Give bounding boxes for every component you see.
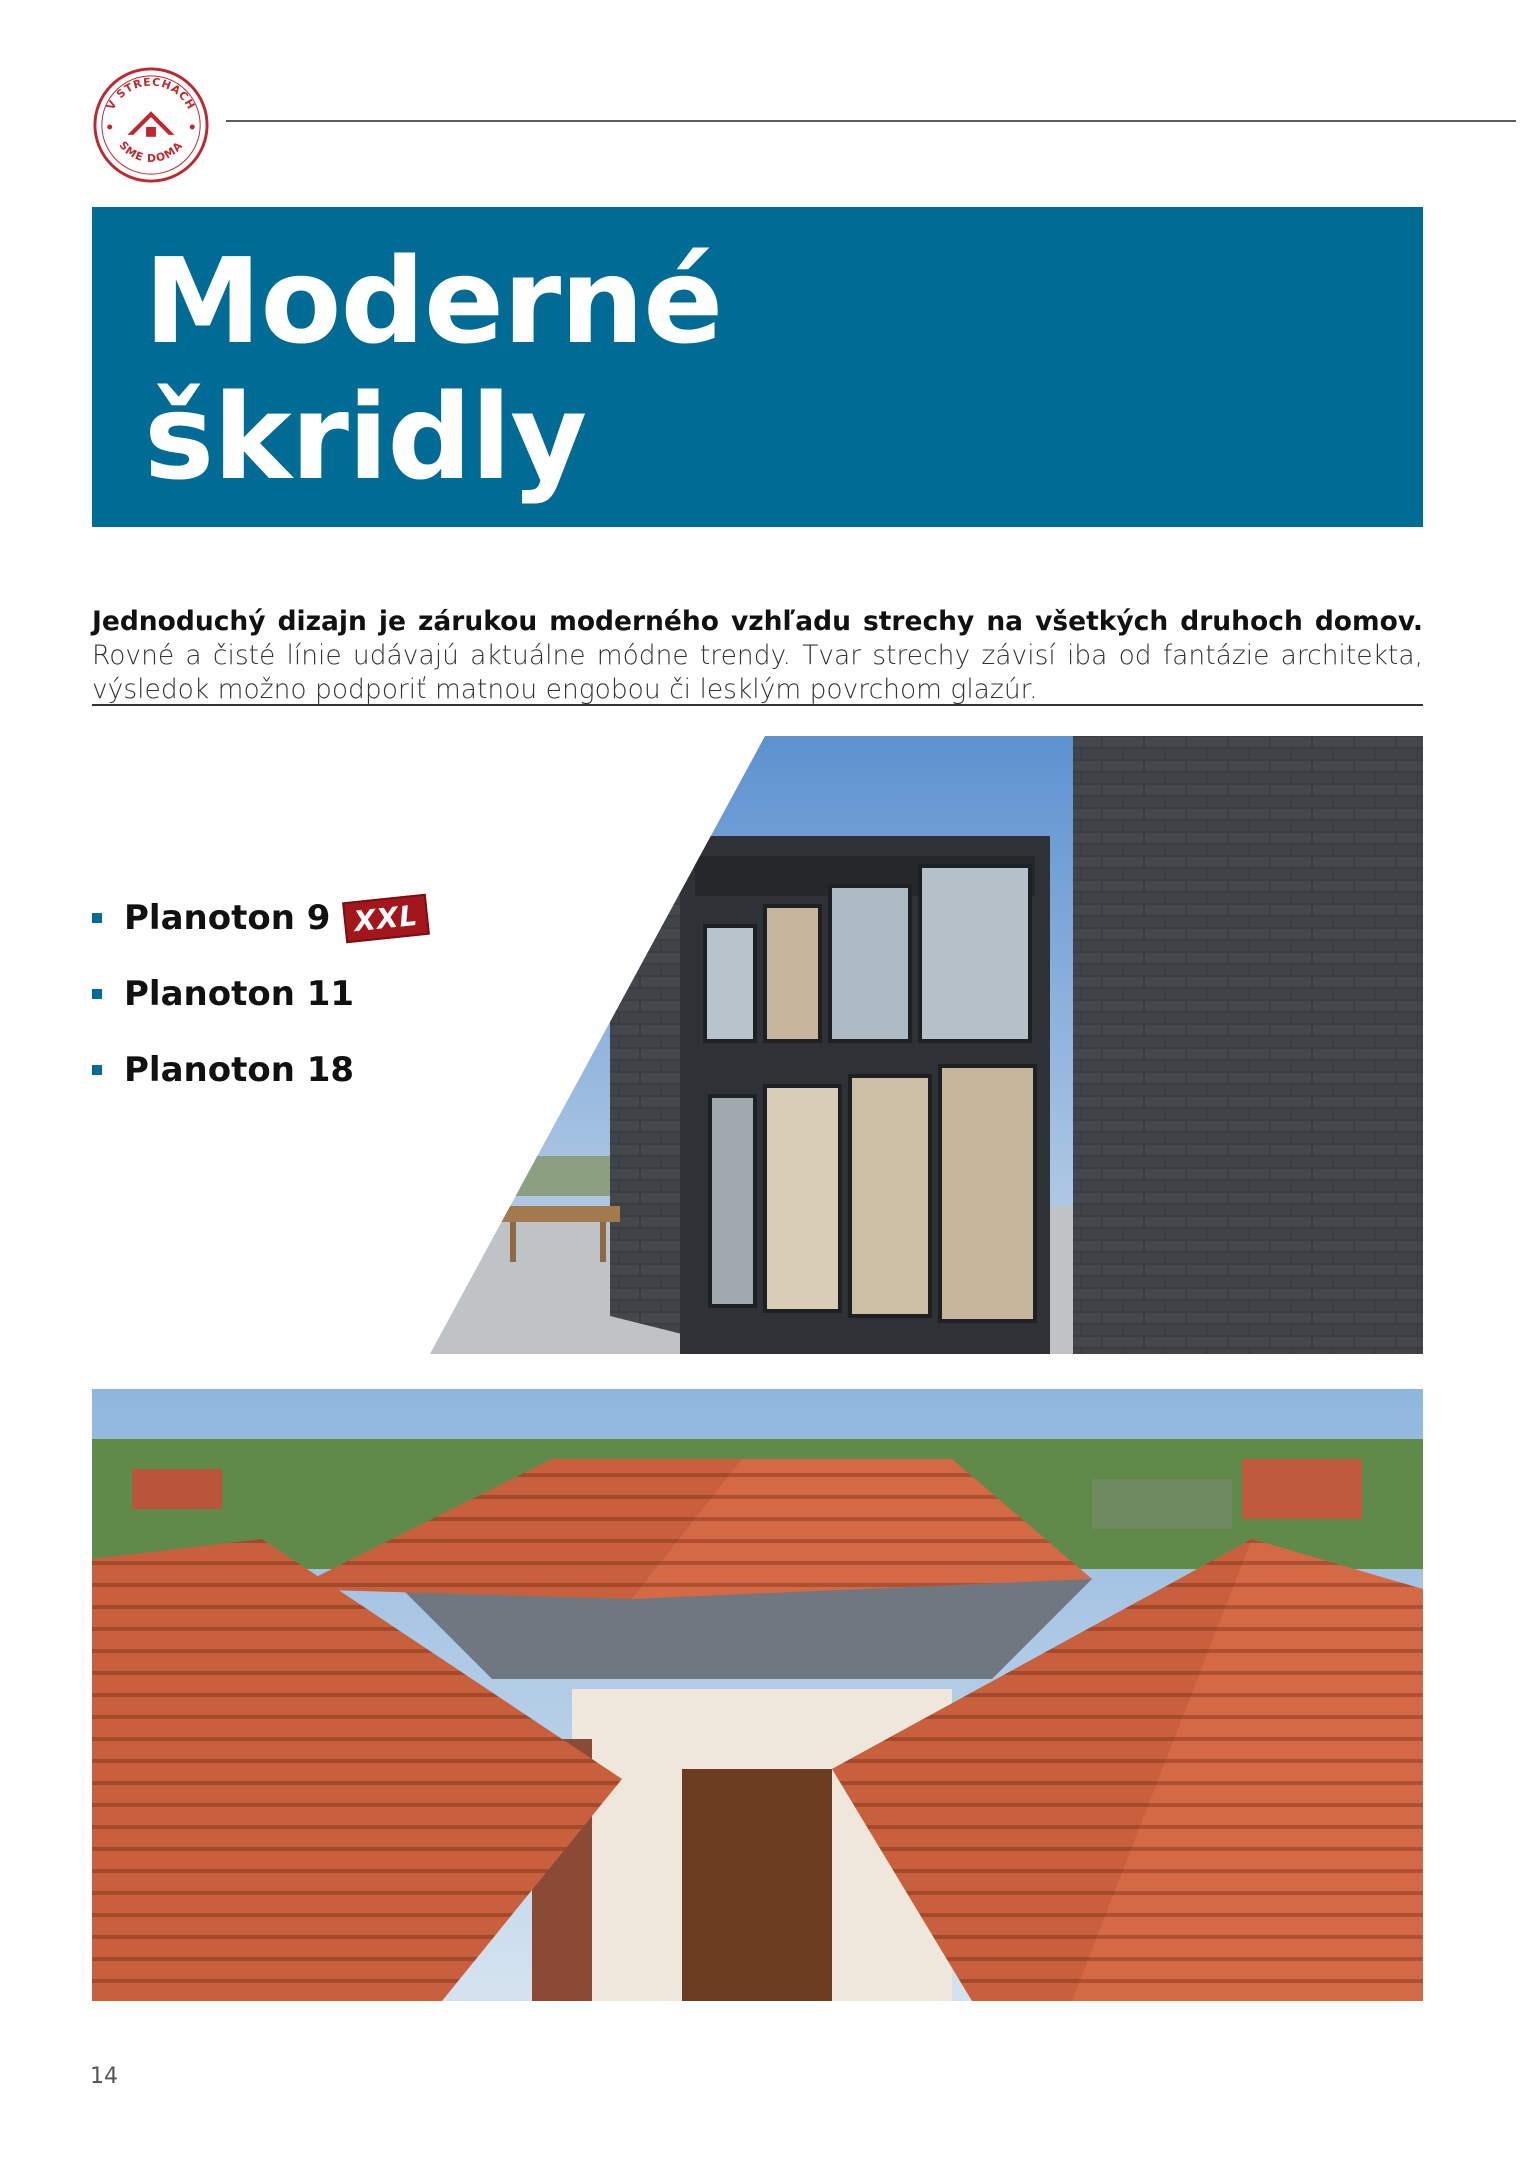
product-name: Planoton 9: [124, 898, 331, 938]
bullet-icon: [92, 913, 102, 923]
bullet-icon: [92, 1065, 102, 1075]
xxl-badge: XXL: [342, 893, 430, 943]
product-list: [92, 880, 428, 1108]
intro-text: Rovné a čisté línie udávajú aktuálne módne trendy. Tvar strechy závisí iba od fantázie architekta, výsledok možno podporiť matnou engobou či lesklým povrchom glazúr.: [92, 639, 1423, 705]
title-line-2: škridly: [144, 368, 587, 506]
section-divider: [92, 704, 1423, 706]
page-number: 14: [90, 2064, 118, 2089]
header-divider: [226, 120, 1516, 122]
product-item: [92, 1032, 428, 1108]
brand-logo: [92, 66, 210, 184]
logo-top-text: V STRECHÁCH: [104, 75, 198, 113]
intro-bold: Jednoduchý dizajn je zárukou moderného vzhľadu strechy na všetkých druhoch domov.: [92, 605, 1423, 637]
intro-paragraph: [92, 605, 1423, 707]
title-banner: [92, 207, 1423, 527]
page-title: [144, 233, 722, 505]
logo-bottom-text: SME DOMA: [116, 138, 186, 166]
bullet-icon: [92, 989, 102, 999]
product-item: [92, 956, 428, 1032]
red-roofs-photo: [92, 1389, 1423, 2001]
product-name: Planoton 18: [124, 1050, 355, 1090]
title-line-1: Moderné: [144, 232, 723, 370]
product-name: Planoton 11: [124, 974, 355, 1014]
product-item: [92, 880, 428, 956]
modern-house-photo: [430, 736, 1423, 1354]
